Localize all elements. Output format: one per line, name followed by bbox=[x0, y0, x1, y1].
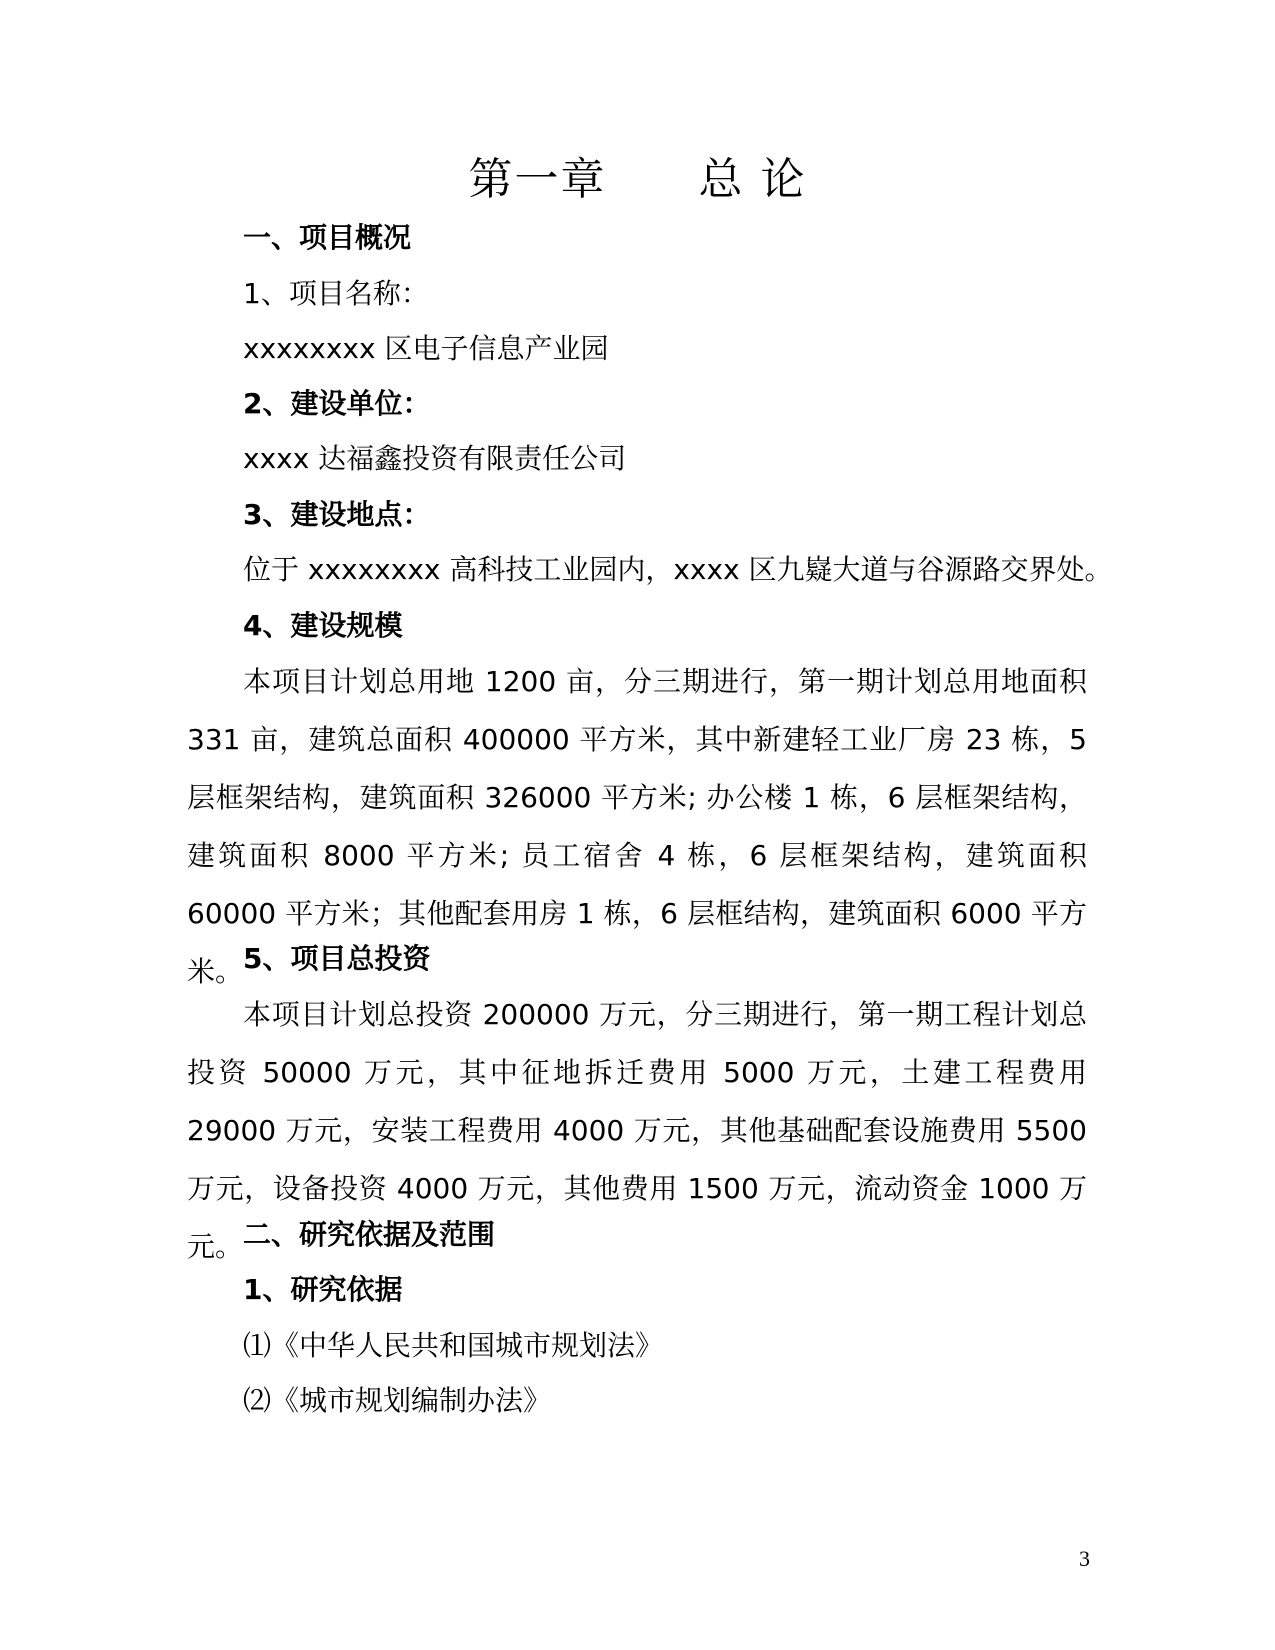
item1-value: xxxxxxxx 区电子信息产业园 bbox=[243, 332, 609, 365]
reference-item-1: ⑴《中华人民共和国城市规划法》 bbox=[243, 1329, 664, 1362]
item5-paragraph: 本项目计划总投资 200000 万元，分三期进行，第一期工程计划总投资 50000 万元，其中征地拆迁费用 5000 万元，土建工程费用 29000 万元，安装工程费用 4000 万元，其他基础配套设施费用 5500 万元，设备投资 4000 万元，其他费用 1500 万元，流动资金 1000 万元。 bbox=[187, 998, 1087, 1263]
page-number: 3 bbox=[1079, 1546, 1090, 1571]
item3-value: 位于 xxxxxxxx 高科技工业园内，xxxx 区九嶷大道与谷源路交界处。 bbox=[243, 553, 1113, 586]
item2-label: 2、建设单位： bbox=[243, 387, 431, 420]
chapter-title: 第一章 总 论 bbox=[468, 154, 807, 205]
item4-paragraph: 本项目计划总用地 1200 亩，分三期进行，第一期计划总用地面积 331 亩，建筑总面积 400000 平方米，其中新建轻工业厂房 23 栋，5 层框架结构，建筑面积 326000 平方米; 办公楼 1 栋，6 层框架结构，建筑面积 8000 平方米; 员工宿舍 4 栋，6 层框架结构，建筑面积 60000 平方米；其他配套用房 1 栋，6 层框结构，建筑面积 6000 平方米。 bbox=[187, 665, 1087, 988]
item3-label: 3、建设地点： bbox=[243, 498, 431, 531]
section1-heading: 一、项目概况 bbox=[243, 221, 412, 254]
item2-value: xxxx 达福鑫投资有限责任公司 bbox=[243, 442, 627, 475]
reference-item-2: ⑵《城市规划编制办法》 bbox=[243, 1384, 552, 1417]
sub1-label: 1、研究依据 bbox=[243, 1273, 403, 1306]
item4-label: 4、建设规模 bbox=[243, 609, 403, 642]
item1-label: 1、项目名称： bbox=[243, 277, 429, 310]
item5-label: 5、项目总投资 bbox=[243, 942, 431, 975]
section2-heading: 二、研究依据及范围 bbox=[243, 1218, 496, 1251]
